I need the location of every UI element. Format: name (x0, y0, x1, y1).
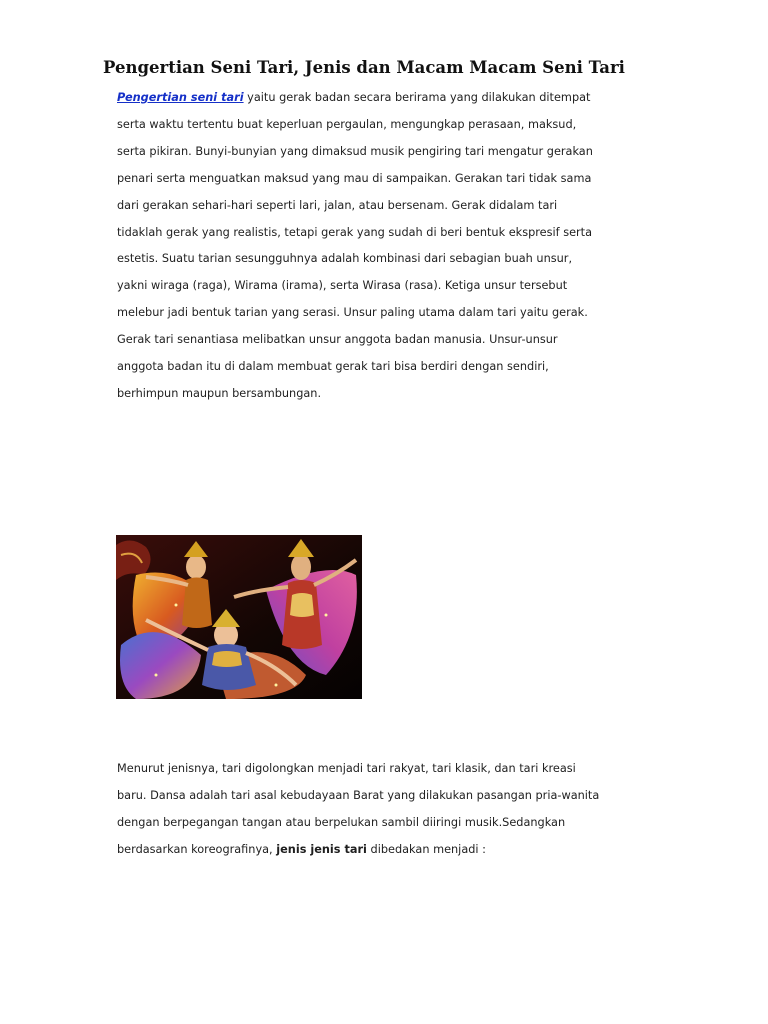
paragraph-line: estetis. Suatu tarian sesungguhnya adalah kombinasi dari sebagian buah unsur, (117, 252, 573, 266)
paragraph-line: penari serta menguatkan maksud yang mau di sampaikan. Gerakan tari tidak sama (117, 171, 592, 185)
line-text: berdasarkan koreografinya, (117, 842, 277, 856)
paragraph-line: serta pikiran. Bunyi-bunyian yang dimaksud musik pengiring tari mengatur gerakan (117, 144, 593, 158)
paragraph-line: yakni wiraga (raga), Wirama (irama), serta Wirasa (rasa). Ketiga unsur tersebut (117, 279, 568, 293)
intro-paragraph (117, 85, 617, 408)
paragraph-line: anggota badan itu di dalam membuat gerak tari bisa berdiri dengan sendiri, (117, 360, 549, 374)
bold-term: jenis jenis tari (276, 842, 367, 856)
paragraph-line: baru. Dansa adalah tari asal kebudayaan Barat yang dilakukan pasangan pria-wanita (117, 788, 600, 802)
paragraph-line: tidaklah gerak yang realistis, tetapi gerak yang sudah di beri bentuk ekspresif serta (117, 225, 593, 239)
paragraph-line (117, 837, 617, 864)
paragraph-line: dari gerakan sehari-hari seperti lari, jalan, atau bersenam. Gerak didalam tari (117, 198, 558, 212)
paragraph-line: berhimpun maupun bersambungan. (117, 386, 322, 400)
paragraph-line: dengan berpegangan tangan atau berpelukan sambil diiringi musik.Sedangkan (117, 815, 566, 829)
paragraph-line: melebur jadi bentuk tarian yang serasi. Unsur paling utama dalam tari yaitu gerak. (117, 306, 588, 320)
dancers-photo (116, 535, 362, 699)
paragraph-line: serta waktu tertentu buat keperluan pergaulan, mengungkap perasaan, maksud, (117, 117, 577, 131)
types-paragraph (117, 756, 617, 864)
paragraph-line: Gerak tari senantiasa melibatkan unsur anggota badan manusia. Unsur-unsur (117, 333, 558, 347)
definition-link[interactable]: Pengertian seni tari (117, 91, 244, 104)
document-title: Pengertian Seni Tari, Jenis dan Macam Macam Seni Tari (103, 58, 625, 77)
line-text: dibedakan menjadi : (366, 842, 486, 856)
paragraph-line (117, 85, 617, 112)
paragraph-line: Menurut jenisnya, tari digolongkan menjadi tari rakyat, tari klasik, dan tari kreasi (117, 762, 576, 775)
line-text: yaitu gerak badan secara berirama yang dilakukan ditempat (243, 91, 591, 104)
